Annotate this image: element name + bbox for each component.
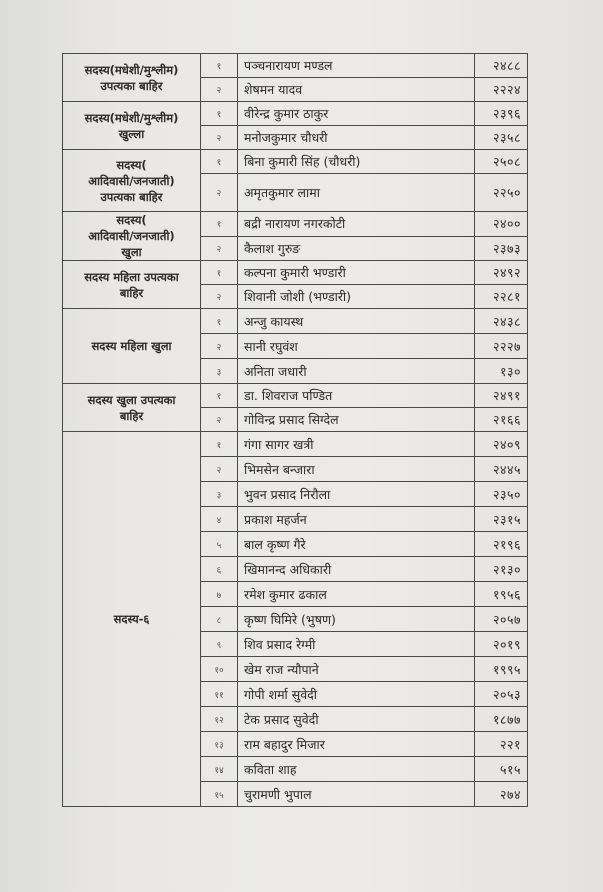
serial-number-cell: १ bbox=[201, 212, 238, 237]
vote-count-cell: २१३० bbox=[475, 557, 528, 582]
vote-count-cell: २३५८ bbox=[475, 126, 528, 150]
candidate-name-cell: बिना कुमारी सिंह (चौधरी) bbox=[238, 150, 475, 174]
serial-number-cell: १५ bbox=[201, 782, 238, 807]
serial-number-cell: ८ bbox=[201, 607, 238, 632]
category-label: सदस्य महिला खुला bbox=[91, 339, 172, 353]
vote-count-cell: २१६६ bbox=[475, 408, 528, 432]
serial-number-cell: १ bbox=[201, 54, 238, 78]
candidate-name-cell: वीरेन्द्र कुमार ठाकुर bbox=[238, 102, 475, 126]
serial-number-cell: ९ bbox=[201, 632, 238, 657]
serial-number-cell: १ bbox=[201, 261, 238, 285]
serial-number-cell: ३ bbox=[201, 359, 238, 384]
candidate-name-cell: खेम राज न्यौपाने bbox=[238, 657, 475, 682]
serial-number-cell: २ bbox=[201, 236, 238, 261]
table-row bbox=[63, 384, 528, 408]
candidate-name-cell: रमेश कुमार ढकाल bbox=[238, 582, 475, 607]
vote-count-cell: २४०९ bbox=[475, 432, 528, 457]
serial-number-cell: १ bbox=[201, 102, 238, 126]
category-label: खुल्ला bbox=[118, 126, 145, 141]
candidate-name-cell: अमृतकुमार लामा bbox=[238, 174, 475, 212]
category-label: खुला bbox=[121, 245, 142, 259]
candidate-name-cell: गंगा सागर खत्री bbox=[238, 432, 475, 457]
category-label: सदस्य( bbox=[116, 213, 147, 227]
serial-number-cell: ५ bbox=[201, 532, 238, 557]
candidate-name-cell: गोविन्द्र प्रसाद सिग्देल bbox=[238, 408, 475, 432]
category-label: सदस्य( bbox=[116, 157, 147, 172]
serial-number-cell: १ bbox=[201, 150, 238, 174]
vote-count-cell: २२२४ bbox=[475, 78, 528, 102]
candidate-name-cell: पञ्चनारायण मण्डल bbox=[238, 54, 475, 78]
vote-count-cell: २२२७ bbox=[475, 334, 528, 359]
candidate-name-cell: बाल कृष्ण गैरे bbox=[238, 532, 475, 557]
serial-number-cell: ६ bbox=[201, 557, 238, 582]
category-label: सदस्य-६ bbox=[113, 612, 150, 626]
candidate-name-cell: चुरामणी भुपाल bbox=[238, 782, 475, 807]
table-row bbox=[63, 309, 528, 334]
table-row bbox=[63, 102, 528, 126]
vote-count-cell: २०१९ bbox=[475, 632, 528, 657]
vote-count-cell: २४८८ bbox=[475, 54, 528, 78]
category-cell bbox=[63, 384, 201, 432]
category-cell bbox=[63, 212, 201, 261]
category-cell bbox=[63, 309, 201, 384]
vote-count-cell: ५१५ bbox=[475, 757, 528, 782]
results-body bbox=[63, 54, 528, 807]
category-label: बाहिर bbox=[119, 285, 144, 300]
vote-count-cell: १८७७ bbox=[475, 707, 528, 732]
serial-number-cell: ३ bbox=[201, 482, 238, 507]
category-label: बाहिर bbox=[119, 408, 144, 423]
category-label: आदिवासी/जनजाती) bbox=[88, 173, 175, 188]
table-row bbox=[63, 212, 528, 237]
vote-count-cell: २०५३ bbox=[475, 682, 528, 707]
candidate-name-cell: कल्पना कुमारी भण्डारी bbox=[238, 261, 475, 285]
candidate-name-cell: कृष्ण घिमिरे (भुषण) bbox=[238, 607, 475, 632]
vote-count-cell: २४४५ bbox=[475, 457, 528, 482]
serial-number-cell: ४ bbox=[201, 507, 238, 532]
candidate-name-cell: डा. शिवराज पण्डित bbox=[238, 384, 475, 408]
serial-number-cell: २ bbox=[201, 334, 238, 359]
table-row bbox=[63, 261, 528, 285]
serial-number-cell: २ bbox=[201, 285, 238, 309]
table-row bbox=[63, 432, 528, 457]
serial-number-cell: १४ bbox=[201, 757, 238, 782]
category-cell bbox=[63, 150, 201, 212]
candidate-name-cell: भिमसेन बन्जारा bbox=[238, 457, 475, 482]
serial-number-cell: १२ bbox=[201, 707, 238, 732]
vote-count-cell: १९५६ bbox=[475, 582, 528, 607]
election-results-table bbox=[62, 53, 528, 807]
category-label: सदस्य(मधेशी/मुश्लीम) bbox=[84, 110, 179, 125]
serial-number-cell: २ bbox=[201, 126, 238, 150]
category-cell bbox=[63, 54, 201, 102]
category-cell bbox=[63, 102, 201, 150]
vote-count-cell: २४९१ bbox=[475, 384, 528, 408]
category-label: सदस्य महिला उपत्यका bbox=[84, 269, 179, 284]
vote-count-cell: २५०८ bbox=[475, 150, 528, 174]
serial-number-cell: २ bbox=[201, 408, 238, 432]
serial-number-cell: १ bbox=[201, 309, 238, 334]
candidate-name-cell: कैलाश गुरुङ bbox=[238, 236, 475, 261]
serial-number-cell: १ bbox=[201, 432, 238, 457]
vote-count-cell: २४०० bbox=[475, 212, 528, 237]
candidate-name-cell: खिमानन्द अधिकारी bbox=[238, 557, 475, 582]
table-row bbox=[63, 150, 528, 174]
vote-count-cell: २१९६ bbox=[475, 532, 528, 557]
category-cell bbox=[63, 261, 201, 309]
vote-count-cell: १३० bbox=[475, 359, 528, 384]
candidate-name-cell: अन्जु कायस्थ bbox=[238, 309, 475, 334]
vote-count-cell: २४३८ bbox=[475, 309, 528, 334]
candidate-name-cell: गोपी शर्मा सुवेदी bbox=[238, 682, 475, 707]
category-cell bbox=[63, 432, 201, 807]
vote-count-cell: २३९६ bbox=[475, 102, 528, 126]
vote-count-cell: २२८१ bbox=[475, 285, 528, 309]
category-label: उपत्यका बाहिर bbox=[100, 78, 163, 93]
serial-number-cell: १३ bbox=[201, 732, 238, 757]
candidate-name-cell: शिवानी जोशी (भण्डारी) bbox=[238, 285, 475, 309]
vote-count-cell: २३१५ bbox=[475, 507, 528, 532]
vote-count-cell: २७४ bbox=[475, 782, 528, 807]
vote-count-cell: २३५० bbox=[475, 482, 528, 507]
serial-number-cell: ७ bbox=[201, 582, 238, 607]
vote-count-cell: २०५७ bbox=[475, 607, 528, 632]
vote-count-cell: २४९२ bbox=[475, 261, 528, 285]
vote-count-cell: २३७३ bbox=[475, 236, 528, 261]
candidate-name-cell: टेक प्रसाद सुवेदी bbox=[238, 707, 475, 732]
serial-number-cell: ११ bbox=[201, 682, 238, 707]
category-label: उपत्यका बाहिर bbox=[100, 189, 163, 204]
category-label: सदस्य खुला उपत्यका bbox=[87, 392, 176, 407]
candidate-name-cell: कविता शाह bbox=[238, 757, 475, 782]
candidate-name-cell: राम बहादुर मिजार bbox=[238, 732, 475, 757]
candidate-name-cell: शिव प्रसाद रेग्मी bbox=[238, 632, 475, 657]
candidate-name-cell: प्रकाश महर्जन bbox=[238, 507, 475, 532]
candidate-name-cell: मनोजकुमार चौधरी bbox=[238, 126, 475, 150]
serial-number-cell: २ bbox=[201, 78, 238, 102]
candidate-name-cell: शेषमन यादव bbox=[238, 78, 475, 102]
category-label: आदिवासी/जनजाती) bbox=[88, 229, 175, 243]
table-row bbox=[63, 54, 528, 78]
serial-number-cell: १ bbox=[201, 384, 238, 408]
candidate-name-cell: भुवन प्रसाद निरौला bbox=[238, 482, 475, 507]
vote-count-cell: २२१ bbox=[475, 732, 528, 757]
vote-count-cell: १९९५ bbox=[475, 657, 528, 682]
category-label: सदस्य(मधेशी/मुश्लीम) bbox=[84, 62, 179, 77]
candidate-name-cell: बद्री नारायण नगरकोटी bbox=[238, 212, 475, 237]
candidate-name-cell: अनिता जधारी bbox=[238, 359, 475, 384]
vote-count-cell: २२५० bbox=[475, 174, 528, 212]
candidate-name-cell: सानी रघुवंश bbox=[238, 334, 475, 359]
serial-number-cell: २ bbox=[201, 457, 238, 482]
serial-number-cell: १० bbox=[201, 657, 238, 682]
serial-number-cell: २ bbox=[201, 174, 238, 212]
